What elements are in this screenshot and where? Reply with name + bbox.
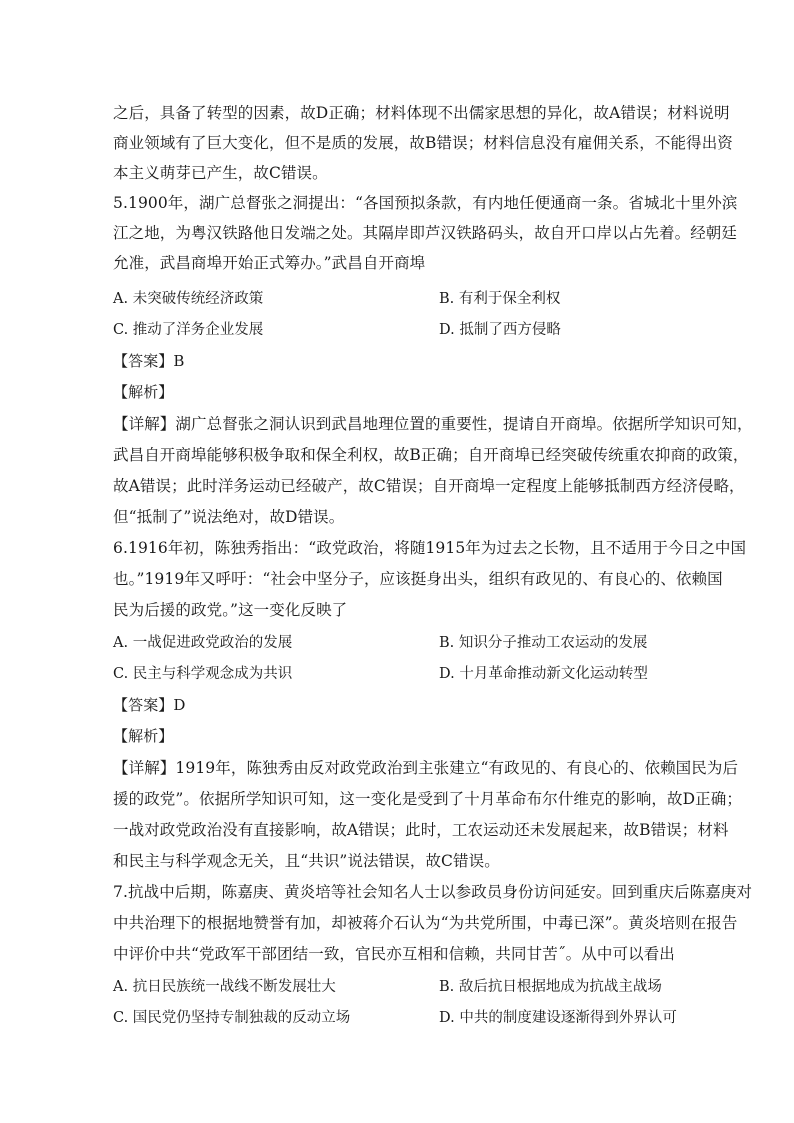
q5-answer: 【答案】B xyxy=(113,352,185,370)
q5-analysis-line-2: 武昌自开商埠能够积极争取和保全利权，故B正确；自开商埠已经突破传统重农抑商的政策， xyxy=(113,446,749,464)
q5-analysis-line-4: 但“抵制了”说法绝对，故D错误。 xyxy=(113,508,345,526)
q6-option-d: D. 十月革命推动新文化运动转型 xyxy=(439,666,648,682)
q5-stem-line-3: 允准，武昌商埠开始正式筹办。”武昌自开商埠 xyxy=(113,254,426,272)
q5-stem-line-2: 江之地，为粤汉铁路他日发端之处。其隔岸即芦汉铁路码头，故自开口岸以占先着。经朝廷 xyxy=(113,224,738,242)
q6-stem-line-1: 6.1916年初，陈独秀指出：“政党政治，将随1915年为过去之长物，且不适用于今日之中国 xyxy=(113,539,747,557)
q4-tail-line-2: 商业领域有了巨大变化，但不是质的发展，故B错误；材料信息没有雇佣关系，不能得出资 xyxy=(113,134,733,152)
q7-option-c: C. 国民党仍坚持专制独裁的反动立场 xyxy=(113,1010,351,1026)
q6-analysis-label: 【解析】 xyxy=(113,727,174,745)
q5-option-b: B. 有利于保全利权 xyxy=(439,291,561,307)
q6-answer: 【答案】D xyxy=(113,696,186,714)
q5-option-d: D. 抵制了西方侵略 xyxy=(439,322,561,338)
q5-option-c: C. 推动了洋务企业发展 xyxy=(113,322,264,338)
q6-option-a: A. 一战促进政党政治的发展 xyxy=(113,635,293,651)
q5-analysis-label: 【解析】 xyxy=(113,383,174,401)
q4-tail-line-3: 本主义萌芽已产生，故C错误。 xyxy=(113,164,328,182)
q6-analysis-line-1: 【详解】1919年，陈独秀由反对政党政治到主张建立“有政见的、有良心的、依赖国民为后 xyxy=(113,759,739,777)
q6-stem-line-2: 也。”1919年又呼吁：“社会中坚分子，应该挺身出头，组织有政见的、有良心的、依赖国 xyxy=(113,570,723,588)
q7-option-a: A. 抗日民族统一战线不断发展壮大 xyxy=(113,979,336,995)
q7-option-d: D. 中共的制度建设逐渐得到外界认可 xyxy=(439,1010,677,1026)
q7-stem-line-2: 中共治理下的根据地赞誉有加，却被蒋介石认为“为共党所围，中毒已深”。黄炎培则在报告 xyxy=(113,914,738,932)
q6-stem-line-3: 民为后援的政党。”这一变化反映了 xyxy=(113,601,348,619)
q7-option-b: B. 敌后抗日根据地成为抗战主战场 xyxy=(439,979,662,995)
q5-analysis-line-3: 故A错误；此时洋务运动已经破产，故C错误；自开商埠一定程度上能够抵制西方经济侵略， xyxy=(113,477,745,495)
q7-stem-line-3: 中评价中共“党政军干部团结一致，官民亦互相和信赖，共同甘苦˝。从中可以看出 xyxy=(113,945,675,963)
q6-analysis-line-2: 援的政党”。依据所学知识可知，这一变化是受到了十月革命布尔什维克的影响，故D正确； xyxy=(113,790,742,808)
q5-analysis-line-1: 【详解】湖广总督张之洞认识到武昌地理位置的重要性，提请自开商埠。依据所学知识可知， xyxy=(113,415,753,433)
q4-tail-line-1: 之后，具备了转型的因素，故D正确；材料体现不出儒家思想的异化，故A错误；材料说明 xyxy=(113,104,730,122)
q5-stem-line-1: 5.1900年，湖广总督张之洞提出：“各国预拟条款，有内地任便通商一条。省城北十里外滨 xyxy=(113,194,738,212)
q6-option-c: C. 民主与科学观念成为共识 xyxy=(113,666,293,682)
q6-option-b: B. 知识分子推动工农运动的发展 xyxy=(439,635,648,651)
q7-stem-line-1: 7.抗战中后期，陈嘉庚、黄炎培等社会知名人士以参政员身份访问延安。回到重庆后陈嘉庚对 xyxy=(113,883,752,901)
q5-option-a: A. 未突破传统经济政策 xyxy=(113,291,264,307)
q6-analysis-line-4: 和民主与科学观念无关，且“共识”说法错误，故C错误。 xyxy=(113,852,500,870)
q6-analysis-line-3: 一战对政党政治没有直接影响，故A错误；此时，工农运动还未发展起来，故B错误；材料 xyxy=(113,821,729,839)
